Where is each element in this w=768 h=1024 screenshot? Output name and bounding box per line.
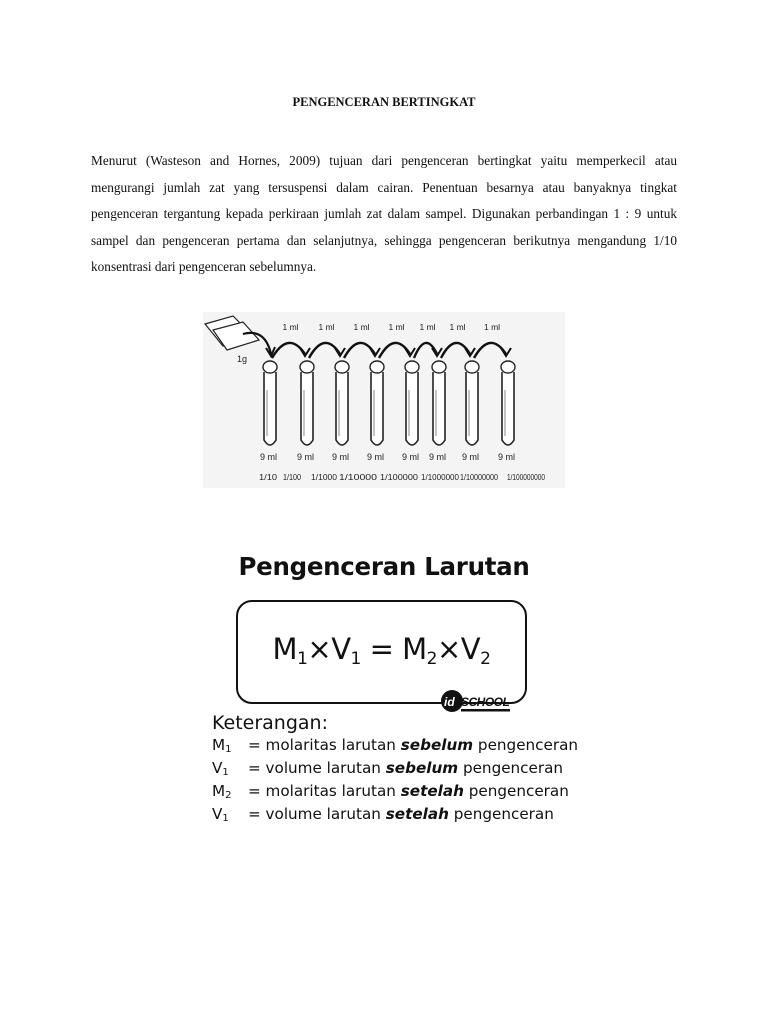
- svg-text:id: id: [444, 695, 455, 709]
- legend-symbol-letter: M: [212, 782, 226, 800]
- test-tube: [405, 361, 419, 445]
- legend-text-end: pengenceran: [448, 805, 554, 823]
- formula-sub-1: 1: [297, 649, 308, 669]
- test-tube-body: [433, 372, 445, 445]
- transfer-label: 1 ml: [419, 322, 436, 332]
- legend-text: = molaritas larutan: [248, 736, 401, 754]
- formula-m2: M: [402, 632, 427, 666]
- tube-volume-label: 9 ml: [367, 452, 385, 462]
- test-tube: [432, 361, 446, 445]
- legend-text: = volume larutan: [248, 759, 386, 777]
- tube-volume-label: 9 ml: [297, 452, 315, 462]
- legend-symbol: [212, 759, 229, 778]
- test-tube: [300, 361, 314, 445]
- dilution-label: 1/100000000: [507, 473, 546, 482]
- transfer-label: 1 ml: [282, 322, 299, 332]
- transfer-label: 1 ml: [318, 322, 335, 332]
- formula-sub-3: 2: [426, 649, 437, 669]
- legend-text: = volume larutan: [248, 805, 386, 823]
- tube-volume-label: 9 ml: [462, 452, 480, 462]
- dilution-label: 1/10000: [339, 473, 378, 482]
- test-tube-body: [301, 372, 313, 445]
- test-tube: [335, 361, 349, 445]
- legend-symbol-letter: V: [212, 759, 223, 777]
- formula-sub-2: 1: [350, 649, 361, 669]
- dilution-label: 1/100: [283, 473, 302, 482]
- legend-description: [248, 782, 569, 800]
- legend-description: [248, 736, 578, 754]
- test-tube-cap: [263, 361, 277, 373]
- legend-symbol-sub: 1: [222, 767, 229, 778]
- tube-volume-label: 9 ml: [260, 452, 278, 462]
- sample-label: 1g: [237, 354, 248, 364]
- legend-symbol-sub: 2: [225, 790, 232, 801]
- intro-paragraph: Menurut (Wasteson and Hornes, 2009) tujuan dari pengenceran bertingkat yaitu memperkecil atau mengurangi jumlah zat yang tersuspensi dalam cairan. Penentuan besarnya atau banyaknya tingkat pengenceran tergantung kepada perkiraan jumlah zat dalam sampel. Digunakan perbandingan 1 : 9 untuk sampel dan pengenceran pertama dan selanjutnya, sehingga pengenceran berikutnya mengandung 1/10 konsentrasi dari pengenceran sebelumnya.: [91, 153, 677, 275]
- formula-legend: [212, 712, 579, 828]
- legend-text-end: pengenceran: [458, 759, 564, 777]
- test-tube: [370, 361, 384, 445]
- legend-symbol-sub: 1: [225, 744, 232, 755]
- formula-times-2: ×: [436, 632, 461, 666]
- legend-emphasis: sebelum: [385, 759, 459, 777]
- transfer-label: 1 ml: [353, 322, 370, 332]
- test-tube-body: [264, 372, 276, 445]
- test-tube-cap: [432, 361, 446, 373]
- formula-sub-4: 2: [480, 649, 491, 669]
- legend-emphasis: sebelum: [400, 736, 474, 754]
- legend-symbol: [212, 736, 231, 755]
- legend-description: [248, 759, 563, 777]
- legend-symbol-letter: V: [212, 805, 223, 823]
- legend-symbol: [212, 805, 229, 824]
- dilution-label: 1/10000000: [460, 473, 499, 482]
- legend-symbol-sub: 1: [222, 813, 229, 824]
- test-tube-cap: [405, 361, 419, 373]
- legend-row: [212, 736, 579, 759]
- legend-text-end: pengenceran: [473, 736, 579, 754]
- serial-dilution-diagram: [203, 312, 565, 488]
- transfer-label: 1 ml: [484, 322, 501, 332]
- tube-volume-label: 9 ml: [429, 452, 447, 462]
- transfer-label: 1 ml: [449, 322, 466, 332]
- legend-heading: Keterangan:: [212, 712, 328, 734]
- formula-equals: =: [369, 632, 394, 666]
- legend-row: [212, 759, 564, 782]
- test-tube-cap: [335, 361, 349, 373]
- test-tube-cap: [501, 361, 515, 373]
- document-title: PENGENCERAN BERTINGKAT: [292, 95, 476, 109]
- legend-description: [248, 805, 554, 823]
- legend-text: = molaritas larutan: [248, 782, 401, 800]
- formula-title: Pengenceran Larutan: [238, 552, 530, 581]
- legend-symbol: [212, 782, 231, 801]
- svg-text:SCHOOL: SCHOOL: [461, 695, 510, 709]
- test-tube-cap: [465, 361, 479, 373]
- serial-dilution-figure: [203, 312, 565, 488]
- dilution-label: 1/10: [259, 473, 278, 482]
- legend-emphasis: setelah: [385, 805, 449, 823]
- test-tube-body: [466, 372, 478, 445]
- test-tube: [501, 361, 515, 445]
- test-tube-cap: [300, 361, 314, 373]
- formula-times-1: ×: [307, 632, 332, 666]
- transfer-label: 1 ml: [388, 322, 405, 332]
- formula-v1: V: [331, 632, 351, 666]
- tube-volume-label: 9 ml: [402, 452, 420, 462]
- tube-volume-label: 9 ml: [332, 452, 350, 462]
- dilution-label: 1/1000: [311, 473, 338, 482]
- dilution-label: 1/100000: [380, 473, 419, 482]
- legend-row: [212, 805, 554, 828]
- test-tube: [263, 361, 277, 445]
- formula-v2: V: [460, 632, 481, 666]
- legend-emphasis: setelah: [400, 782, 464, 800]
- formula-m1: M: [272, 632, 298, 666]
- test-tube-cap: [370, 361, 384, 373]
- dilution-label: 1/1000000: [421, 473, 460, 482]
- legend-symbol-letter: M: [212, 736, 226, 754]
- test-tube-body: [502, 372, 514, 445]
- tube-volume-label: 9 ml: [498, 452, 516, 462]
- test-tube: [465, 361, 479, 445]
- test-tube-body: [336, 372, 348, 445]
- legend-row: [212, 782, 569, 805]
- test-tube-body: [371, 372, 383, 445]
- dilution-formula: [238, 632, 525, 669]
- test-tube-body: [406, 372, 418, 445]
- idschool-logo: [441, 688, 511, 714]
- legend-text-end: pengenceran: [463, 782, 569, 800]
